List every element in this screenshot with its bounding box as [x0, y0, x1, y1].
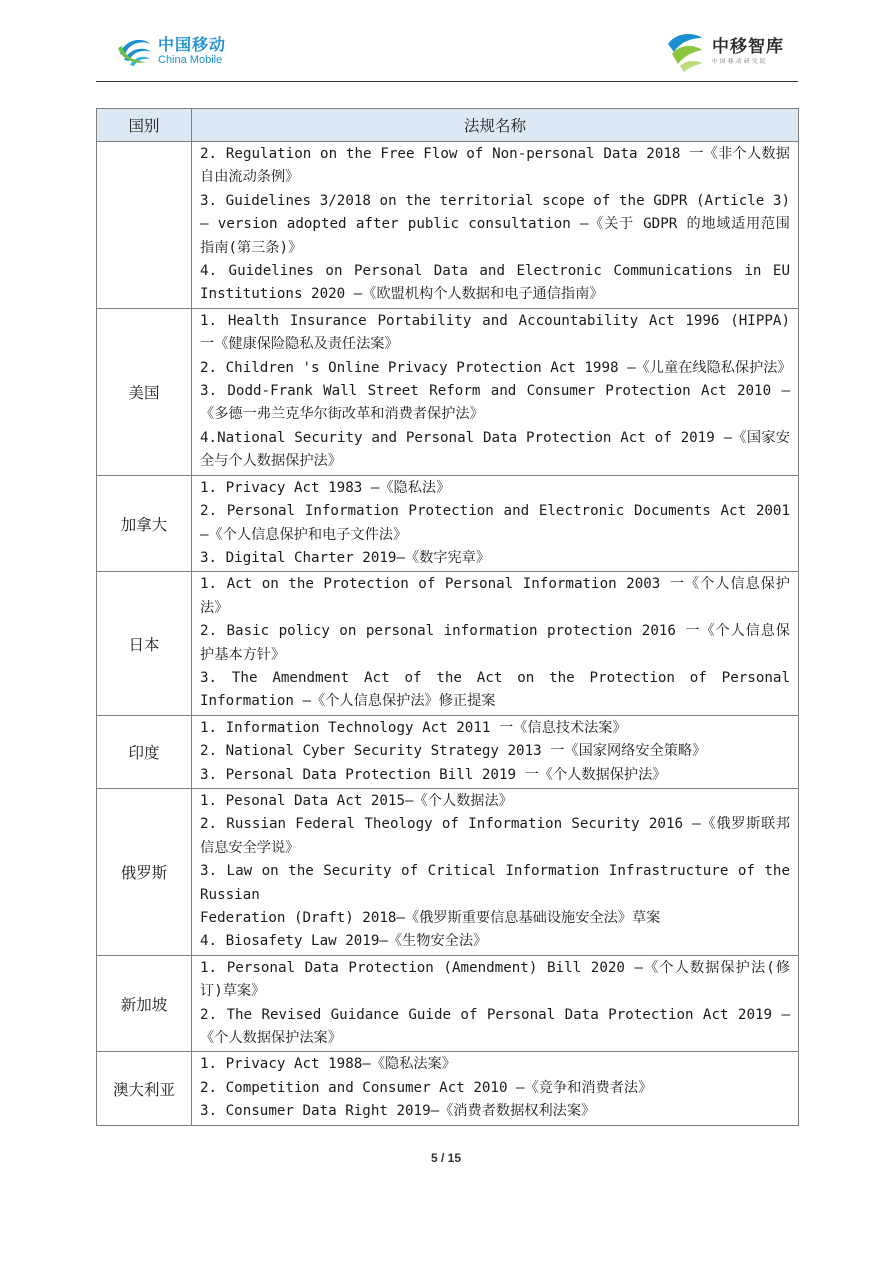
law-item: 3. Digital Charter 2019—《数字宪章》	[200, 549, 491, 566]
table-header-row	[97, 109, 799, 142]
zhongyi-logo-cn: 中移智库	[712, 36, 784, 57]
country-cell: 加拿大	[97, 475, 192, 572]
law-item: 2. Children 's Online Privacy Protection Act 1998 —《儿童在线隐私保护法》	[200, 359, 792, 376]
header-divider	[96, 81, 798, 82]
table-row	[97, 788, 799, 955]
law-item: 3. Law on the Security of Critical Information Infrastructure of the Russian	[200, 863, 790, 903]
zhongyi-logo-sub: 中国移动研究院	[712, 58, 769, 65]
table-row	[97, 475, 799, 572]
table-row	[97, 142, 799, 309]
table-row	[97, 572, 799, 715]
table-row	[97, 955, 799, 1052]
laws-cell	[192, 715, 799, 788]
country-cell: 日本	[97, 572, 192, 715]
header-regulation-name: 法规名称	[192, 109, 799, 142]
country-cell	[97, 142, 192, 309]
law-item: 1. Health Insurance Portability and Accountability Act 1996 (HIPPA) 一《健康保险隐私及责任法案》	[200, 312, 790, 353]
china-mobile-logo	[116, 34, 226, 68]
law-item: 1. Pesonal Data Act 2015—《个人数据法》	[200, 792, 513, 809]
law-item: 3. Consumer Data Right 2019—《消费者数据权利法案》	[200, 1103, 596, 1120]
law-item: 1. Information Technology Act 2011 一《信息技术法案》	[200, 719, 627, 736]
table-row	[97, 308, 799, 475]
law-item: 3. The Amendment Act of the Act on the Protection of Personal Information —《个人信息保护法》修正提案	[200, 669, 790, 710]
china-mobile-logo-cn: 中国移动	[158, 34, 227, 54]
law-item: 4. Guidelines on Personal Data and Electronic Communications in EU Institutions 2020 —《欧盟机构个人数据和电子通信指南》	[200, 263, 790, 303]
law-item: 4.National Security and Personal Data Protection Act of 2019 —《国家安全与个人数据保护法》	[200, 429, 790, 470]
country-cell: 澳大利亚	[97, 1052, 192, 1125]
laws-cell	[192, 572, 799, 715]
law-item: 1. Privacy Act 1988—《隐私法案》	[200, 1056, 456, 1073]
country-cell: 美国	[97, 308, 192, 475]
law-item: 1. Personal Data Protection (Amendment) Bill 2020 —《个人数据保护法(修订)草案》	[200, 959, 790, 1000]
table-row	[97, 715, 799, 788]
china-mobile-logo-en: China Mobile	[158, 53, 223, 66]
law-item: 3. Personal Data Protection Bill 2019 一《个人数据保护法》	[200, 766, 667, 783]
laws-cell	[192, 955, 799, 1052]
law-item: 3. Dodd-Frank Wall Street Reform and Consumer Protection Act 2010 —《多德一弗兰克华尔街改革和消费者保护法》	[200, 383, 790, 423]
page-number: 5 / 15	[430, 1151, 462, 1165]
law-item: 2. The Revised Guidance Guide of Personal Data Protection Act 2019 —《个人数据保护法案》	[200, 1006, 790, 1047]
law-item: 2. National Cyber Security Strategy 2013 一《国家网络安全策略》	[200, 743, 707, 760]
zhongyi-think-tank-logo	[662, 30, 784, 74]
laws-cell	[192, 475, 799, 572]
law-item: 3. Guidelines 3/2018 on the territorial scope of the GDPR (Article 3) – version adopted after public consultation —《关于 GDPR 的地域适用范围指南(第三条)》	[200, 192, 790, 256]
law-item: 2. Regulation on the Free Flow of Non-personal Data 2018 一《非个人数据自由流动条例》	[200, 146, 790, 186]
law-item: 2. Basic policy on personal information protection 2016 一《个人信息保护基本方针》	[200, 623, 790, 663]
page-header	[0, 0, 892, 84]
country-cell: 印度	[97, 715, 192, 788]
law-item: 2. Competition and Consumer Act 2010 —《竞争和消费者法》	[200, 1079, 653, 1096]
law-item: 2. Russian Federal Theology of Information Security 2016 —《俄罗斯联邦信息安全学说》	[200, 816, 790, 856]
law-item: 4. Biosafety Law 2019—《生物安全法》	[200, 933, 488, 950]
law-item: 1. Privacy Act 1983 —《隐私法》	[200, 479, 451, 496]
laws-cell	[192, 142, 799, 309]
laws-cell	[192, 1052, 799, 1125]
law-item: 1. Act on the Protection of Personal Information 2003 一《个人信息保护法》	[200, 576, 790, 616]
header-country: 国别	[97, 109, 192, 142]
laws-cell	[192, 788, 799, 955]
country-cell: 新加坡	[97, 955, 192, 1052]
law-item: Federation (Draft) 2018—《俄罗斯重要信息基础设施安全法》草案	[200, 910, 661, 926]
laws-cell	[192, 308, 799, 475]
country-cell: 俄罗斯	[97, 788, 192, 955]
zhongyi-leaf-icon	[662, 30, 706, 74]
table-row	[97, 1052, 799, 1125]
china-mobile-swirl-icon	[116, 34, 154, 68]
law-item: 2. Personal Information Protection and Electronic Documents Act 2001 —《个人信息保护和电子文件法》	[200, 503, 790, 543]
regulations-table	[96, 108, 799, 1126]
